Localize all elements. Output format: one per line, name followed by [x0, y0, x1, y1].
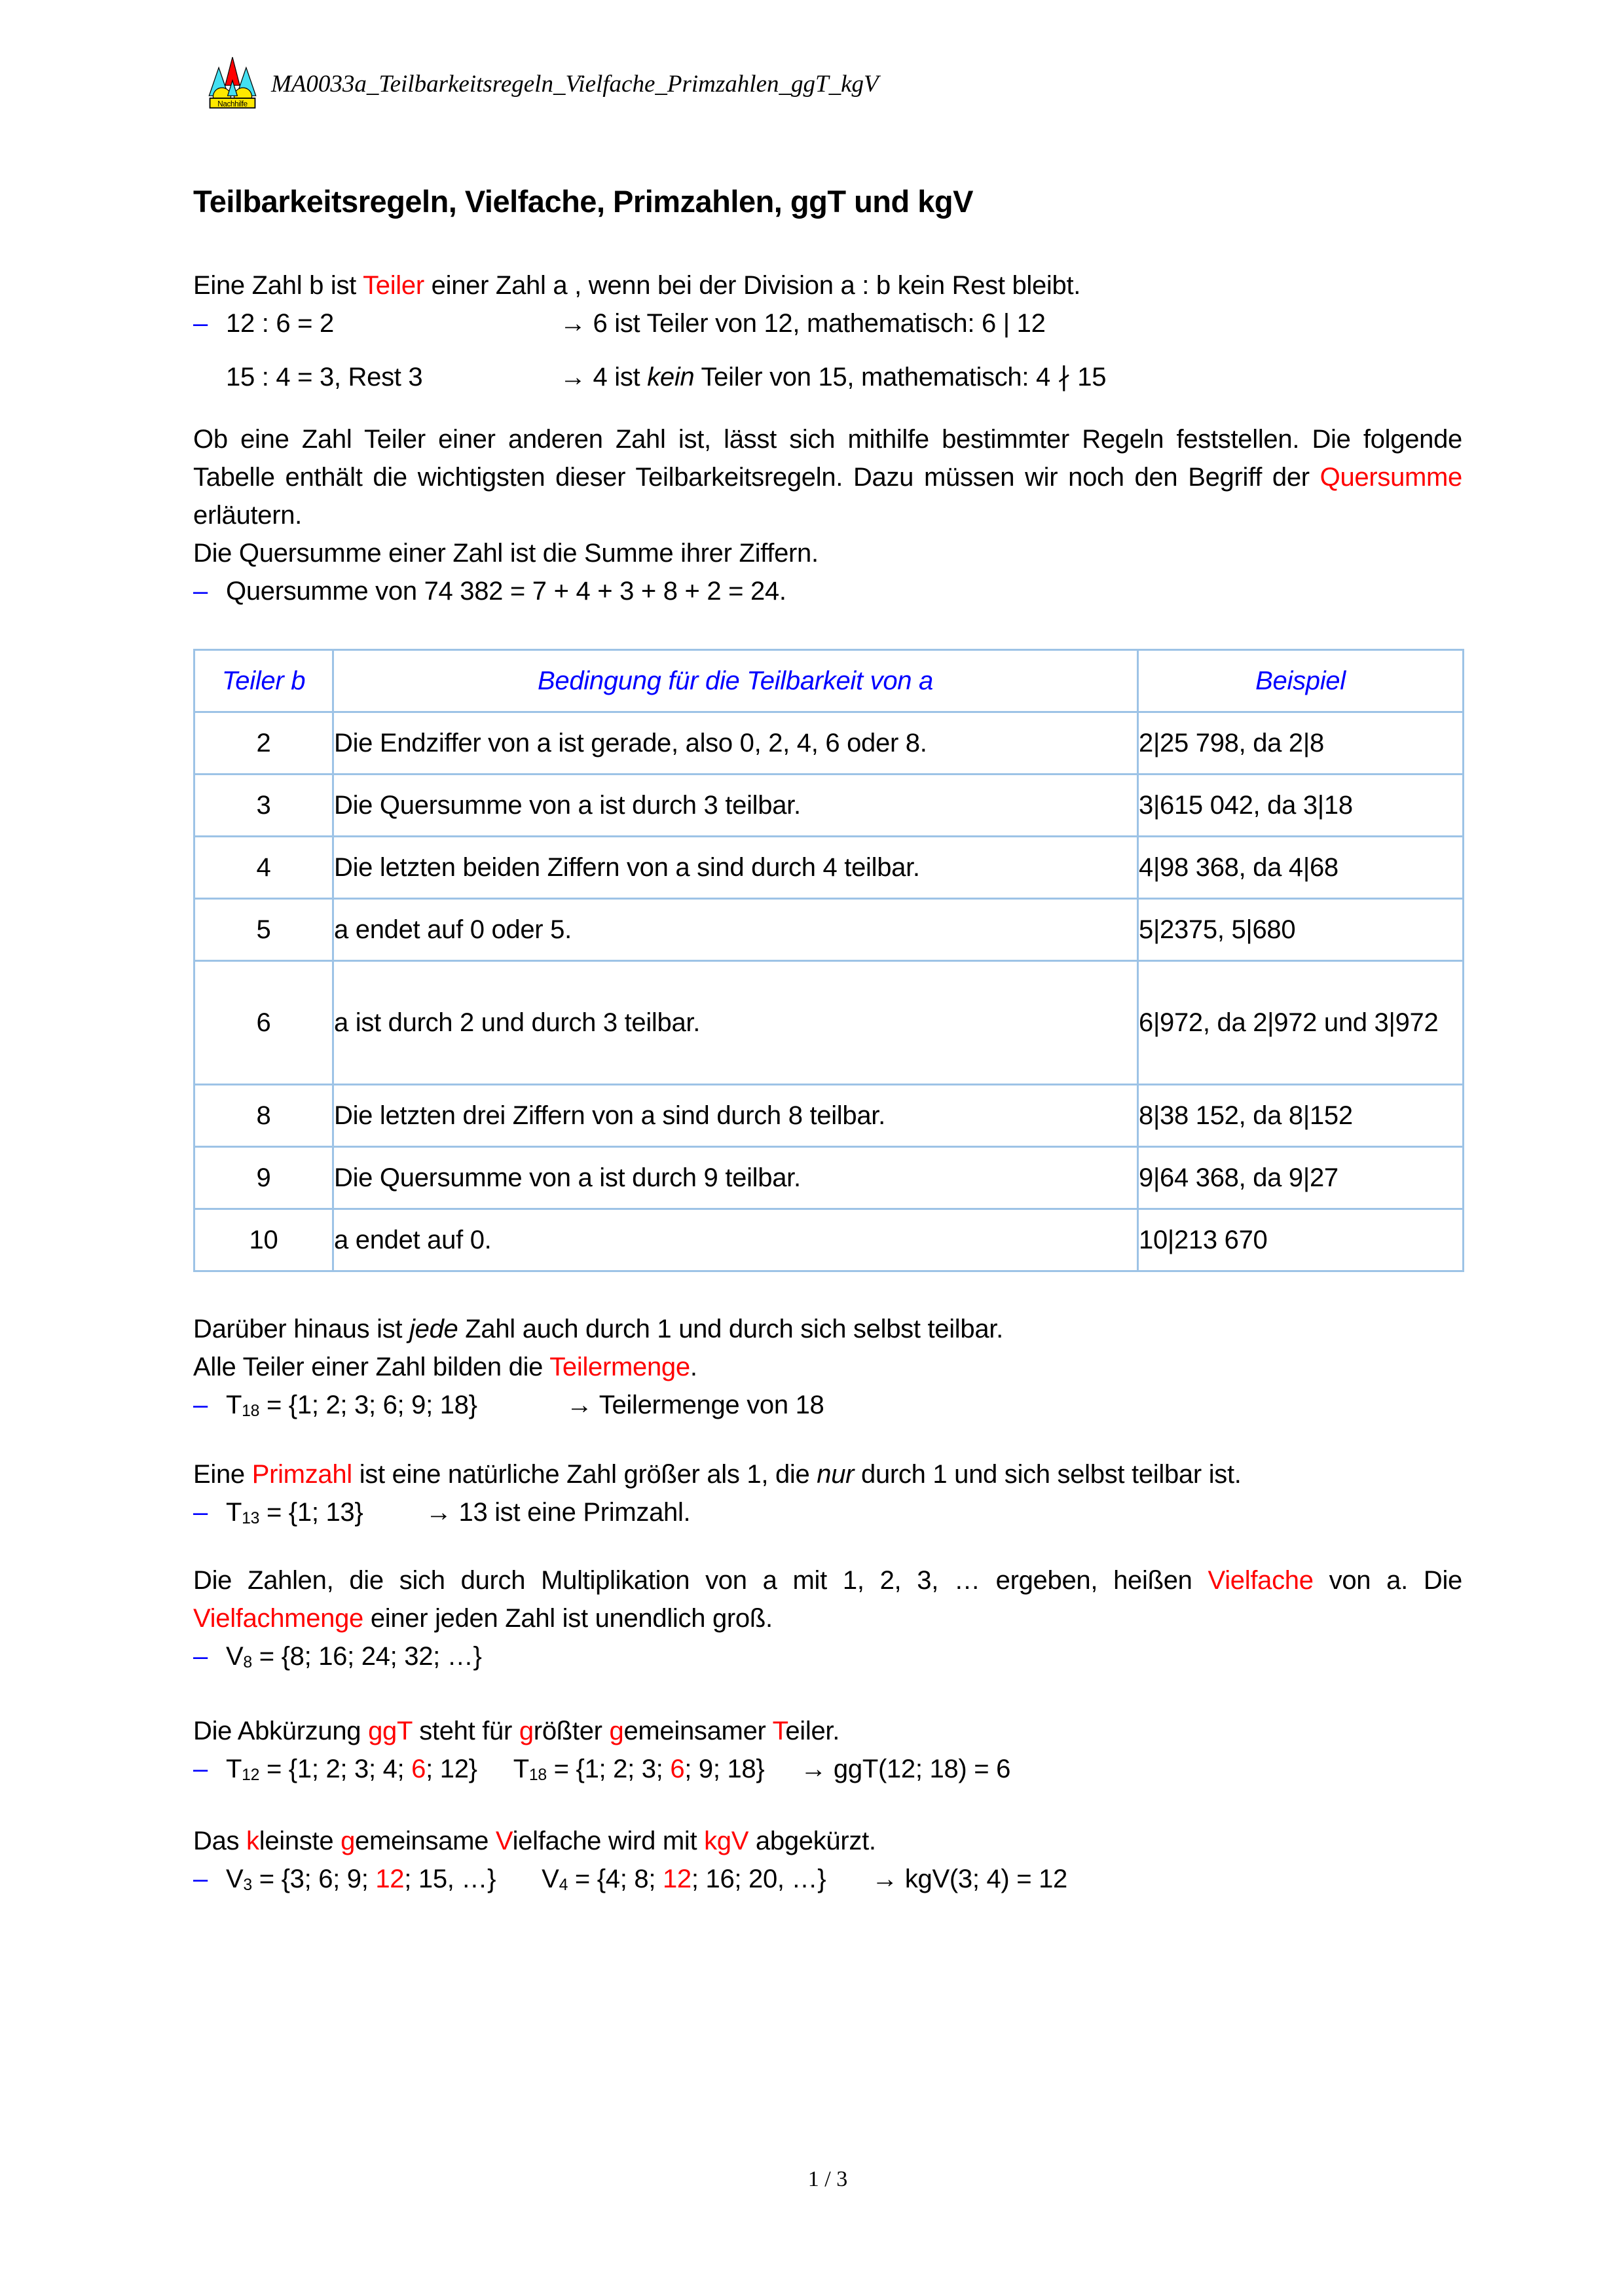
- col-header-teiler: Teiler b: [194, 650, 333, 712]
- page-number: 1 / 3: [807, 2167, 848, 2191]
- paragraph-rules-intro: Ob eine Zahl Teiler einer anderen Zahl ist, lässt sich mithilfe bestimmter Regeln feststellen. Die folgende Tabelle enthält die wichtigsten dieser Teilbarkeitsregeln. Dazu müssen wir noch den Begriff der Quersumme erläutern.: [193, 425, 1462, 530]
- bullet-dash: –: [193, 1755, 208, 1783]
- table-row: [194, 1209, 1464, 1271]
- col-header-bedingung: Bedingung für die Teilbarkeit von a: [333, 650, 1138, 712]
- bullet-text: Quersumme von 74 382 = 7 + 4 + 3 + 8 + 2 = 24.: [226, 577, 786, 606]
- bullet-right: → Teilermenge von 18: [566, 1391, 824, 1419]
- table-row: [194, 961, 1464, 1085]
- bullet-quersumme-example: [193, 572, 1462, 610]
- table-row: [194, 1085, 1464, 1147]
- cell-beispiel: 5|2375, 5|680: [1138, 899, 1464, 961]
- bullet-part3: → kgV(3; 4) = 12: [872, 1865, 1067, 1893]
- table-row: [194, 774, 1464, 837]
- cell-teiler: 6: [194, 961, 333, 1085]
- bullet-part1: V3 = {3; 6; 9; 12; 15, …}: [226, 1865, 496, 1895]
- bullet-left: 12 : 6 = 2: [226, 309, 334, 338]
- cell-beispiel: 8|38 152, da 8|152: [1138, 1085, 1464, 1147]
- paragraph-ggt: Die Abkürzung ggT steht für größter gemeinsamer Teiler.: [193, 1717, 840, 1745]
- cell-teiler: 9: [194, 1147, 333, 1209]
- divisibility-table: [193, 649, 1464, 1272]
- cell-beispiel: 9|64 368, da 9|27: [1138, 1147, 1464, 1209]
- header-filename: MA0033a_Teilbarkeitsregeln_Vielfache_Primzahlen_ggT_kgV: [271, 71, 879, 98]
- paragraph-kgv: Das kleinste gemeinsame Vielfache wird mit kgV abgekürzt.: [193, 1827, 876, 1855]
- cell-teiler: 8: [194, 1085, 333, 1147]
- bullet-dash: –: [193, 1642, 208, 1671]
- page-title: Teilbarkeitsregeln, Vielfache, Primzahlen, ggT und kgV: [193, 184, 973, 219]
- cell-bedingung: a ist durch 2 und durch 3 teilbar.: [333, 961, 1138, 1085]
- cell-bedingung: Die letzten beiden Ziffern von a sind durch 4 teilbar.: [333, 837, 1138, 899]
- cell-beispiel: 2|25 798, da 2|8: [1138, 712, 1464, 774]
- table-row: [194, 837, 1464, 899]
- cell-beispiel: 4|98 368, da 4|68: [1138, 837, 1464, 899]
- page-footer: [193, 2167, 1462, 2192]
- bullet-text: V8 = {8; 16; 24; 32; …}: [226, 1642, 482, 1672]
- cell-teiler: 3: [194, 774, 333, 837]
- bullet-ggt-example: [193, 1750, 1462, 1788]
- bullet-right: → 13 ist eine Primzahl.: [426, 1498, 691, 1527]
- bullet-dash: –: [193, 1498, 208, 1527]
- paragraph-quersumme-def: Die Quersumme einer Zahl ist die Summe ihrer Ziffern.: [193, 539, 819, 568]
- bullet-left: T18 = {1; 2; 3; 6; 9; 18}: [226, 1391, 477, 1421]
- bullet-part1: T12 = {1; 2; 3; 4; 6; 12}: [226, 1755, 477, 1785]
- bullet-left: 15 : 4 = 3, Rest 3: [226, 363, 423, 392]
- table-row: [194, 712, 1464, 774]
- cell-beispiel: 10|213 670: [1138, 1209, 1464, 1271]
- bullet-division-rest: [193, 358, 1462, 396]
- cell-teiler: 2: [194, 712, 333, 774]
- cell-bedingung: Die Endziffer von a ist gerade, also 0, 2, 4, 6 oder 8.: [333, 712, 1138, 774]
- cell-bedingung: a endet auf 0 oder 5.: [333, 899, 1138, 961]
- bullet-right: → 4 ist kein Teiler von 15, mathematisch: 4 ∤ 15: [560, 362, 1107, 392]
- col-header-beispiel: Beispiel: [1138, 650, 1464, 712]
- paragraph-vielfache: Die Zahlen, die sich durch Multiplikation von a mit 1, 2, 3, … ergeben, heißen Vielfache von a. Die Vielfachmenge einer jeden Zahl ist unendlich groß.: [193, 1566, 1462, 1633]
- logo-label: Nachhilfe: [217, 100, 248, 109]
- bullet-right: → 6 ist Teiler von 12, mathematisch: 6 | 12: [560, 309, 1046, 338]
- bullet-dash: –: [193, 309, 208, 338]
- bullet-dash: –: [193, 1865, 208, 1893]
- bullet-v8: [193, 1637, 1462, 1675]
- paragraph-primzahl: Eine Primzahl ist eine natürliche Zahl größer als 1, die nur durch 1 und sich selbst teilbar ist.: [193, 1460, 1242, 1489]
- paragraph-beyond-table: Darüber hinaus ist jede Zahl auch durch 1 und durch sich selbst teilbar.: [193, 1315, 1003, 1343]
- table-row: [194, 899, 1464, 961]
- paragraph-teilermenge: Alle Teiler einer Zahl bilden die Teilermenge.: [193, 1353, 697, 1381]
- bullet-part2: V4 = {4; 8; 12; 16; 20, …}: [542, 1865, 826, 1895]
- cell-teiler: 5: [194, 899, 333, 961]
- cell-beispiel: 6|972, da 2|972 und 3|972: [1138, 961, 1464, 1085]
- cell-beispiel: 3|615 042, da 3|18: [1138, 774, 1464, 837]
- bullet-kgv-example: [193, 1860, 1462, 1898]
- bullet-dash: –: [193, 577, 208, 606]
- document-content: [193, 0, 1462, 1898]
- cell-bedingung: Die Quersumme von a ist durch 3 teilbar.: [333, 774, 1138, 837]
- bullet-t13: [193, 1493, 1462, 1531]
- cell-bedingung: Die Quersumme von a ist durch 9 teilbar.: [333, 1147, 1138, 1209]
- cell-bedingung: Die letzten drei Ziffern von a sind durch 8 teilbar.: [333, 1085, 1138, 1147]
- cell-teiler: 10: [194, 1209, 333, 1271]
- bullet-t18: [193, 1386, 1462, 1424]
- cell-teiler: 4: [194, 837, 333, 899]
- paragraph-intro: Eine Zahl b ist Teiler einer Zahl a , wenn bei der Division a : b kein Rest bleibt.: [193, 271, 1081, 300]
- bullet-dash: –: [193, 1391, 208, 1419]
- bullet-part2: T18 = {1; 2; 3; 6; 9; 18}: [513, 1755, 765, 1785]
- bullet-left: T13 = {1; 13}: [226, 1498, 363, 1528]
- bullet-part3: → ggT(12; 18) = 6: [800, 1755, 1011, 1783]
- cell-bedingung: a endet auf 0.: [333, 1209, 1138, 1271]
- table-row: [194, 1147, 1464, 1209]
- bullet-division-ok: [193, 304, 1462, 342]
- table-header-row: [194, 650, 1464, 712]
